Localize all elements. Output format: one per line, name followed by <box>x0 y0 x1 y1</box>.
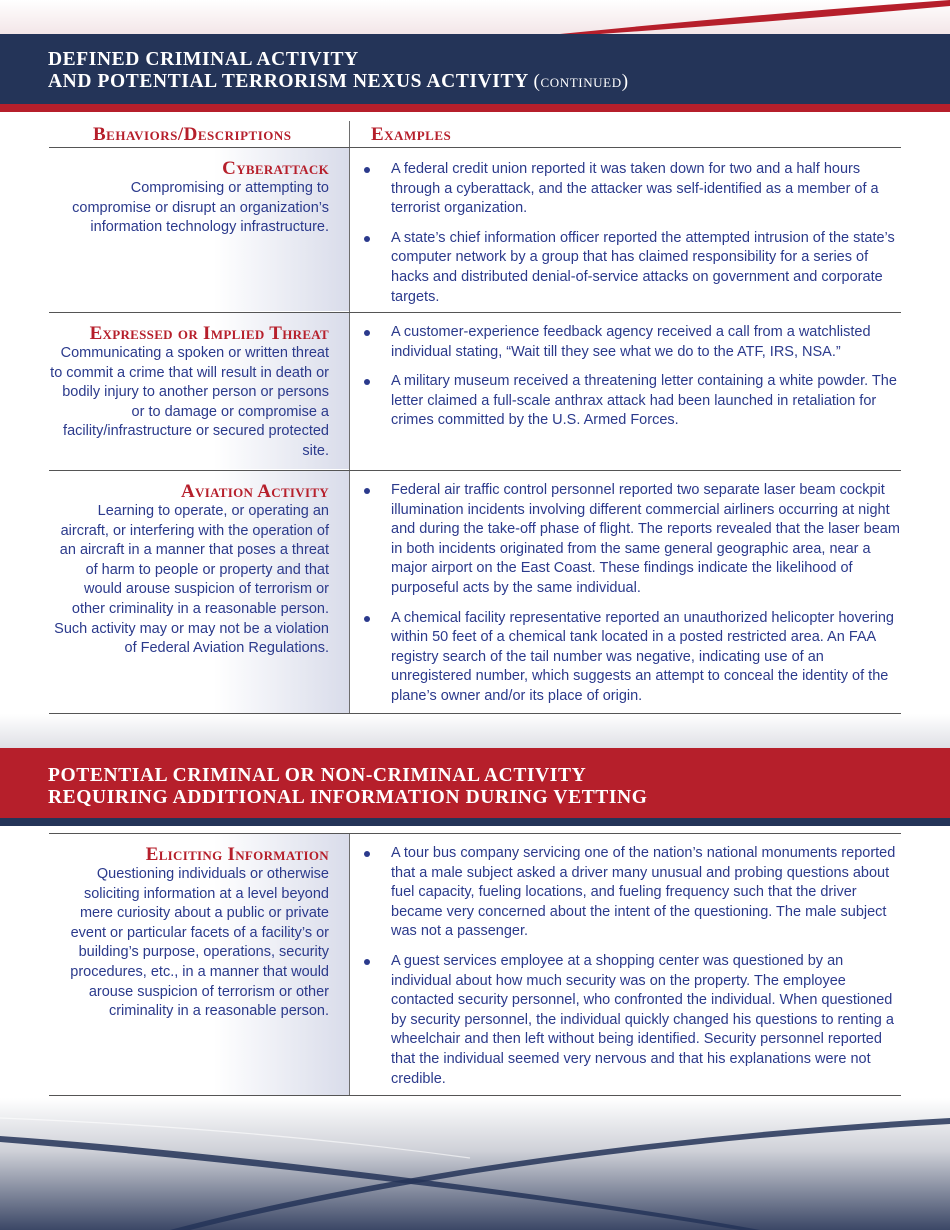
table1-column-divider <box>349 121 350 713</box>
example-text: A military museum received a threatening letter containing a white powder. The letter claimed a full-scale anthrax attack had been launched in retaliation for crimes committed by the U.S. Armed Forces. <box>391 373 897 429</box>
section1-banner-stripe <box>0 104 950 112</box>
example-item <box>362 160 907 219</box>
category-title: Aviation Activity <box>181 481 329 502</box>
example-item <box>362 229 907 307</box>
bullet-icon <box>364 167 370 173</box>
example-text: A customer-experience feedback agency received a call from a watchlisted individual stating, “Wait till they see what we do to the ATF, IRS, NSA.” <box>391 324 871 360</box>
section-separator-band <box>0 714 950 748</box>
example-text: A chemical facility representative reported an unauthorized helicopter hovering within 50 feet of a chemical tank located in a posted restricted area. An FAA registry search of the tail number was negative, indicating use of an unregistered number, which suggests an attempt to conceal the identity of the plane’s owner and/or its place of origin. <box>391 609 894 704</box>
section2-title-line1: POTENTIAL CRIMINAL OR NON-CRIMINAL ACTIVITY <box>48 765 587 786</box>
row-examples-eliciting <box>362 844 907 1099</box>
section1-title-line1: DEFINED CRIMINAL ACTIVITY <box>48 49 359 70</box>
bottom-swoosh-graphic <box>0 1098 950 1230</box>
category-title: Expressed or Implied Threat <box>89 323 329 344</box>
example-item <box>362 323 907 362</box>
row-description-cyberattack <box>49 158 329 238</box>
section2-title-line2: REQUIRING ADDITIONAL INFORMATION DURING VETTING <box>48 787 648 808</box>
row-examples-threat <box>362 323 907 441</box>
section1-title-suffix: (continued) <box>533 71 629 92</box>
example-item <box>362 952 907 1089</box>
bullet-icon <box>364 330 370 336</box>
example-text: A state’s chief information officer reported the attempted intrusion of the state’s computer network by a group that has claimed responsibility for a series of hacks and distributed denial-of-service attacks on government and corporate targets. <box>391 229 895 305</box>
table1-row-rule-2 <box>49 470 901 471</box>
example-text: A tour bus company servicing one of the nation’s national monuments reported that a male subject asked a driver many unusual and probing questions about fuel capacity, fueling locations, and fueling frequency such that the driver became very concerned about the intent of the questioning. The male subject was not a passenger. <box>391 845 896 940</box>
category-title: Eliciting Information <box>145 844 329 865</box>
bullet-icon <box>364 488 370 494</box>
top-decor-band <box>0 0 950 34</box>
bullet-icon <box>364 236 370 242</box>
row-description-eliciting <box>49 844 329 1022</box>
example-item <box>362 844 907 942</box>
category-description: Communicating a spoken or written threat to commit a crime that will result in death or bodily injury to another person or persons or to damage or compromise a facility/infrastructure or secured protected site. <box>50 345 329 459</box>
category-description: Learning to operate, or operating an aircraft, or interfering with the operation of an aircraft in a manner that poses a threat of harm to people or property and that would arouse suspicion of terrorism or other criminality in a reasonable person. Such activity may or may not be a violation of Federal Aviation Regulations. <box>54 503 329 657</box>
bullet-icon <box>364 616 370 622</box>
bullet-icon <box>364 851 370 857</box>
top-swoosh-graphic <box>0 0 950 34</box>
bullet-icon <box>364 379 370 385</box>
example-item <box>362 481 907 599</box>
category-description: Questioning individuals or otherwise soliciting information at a level beyond mere curiosity about a public or private event or particular facets of a facility’s or building’s purpose, operations, security procedures, etc., in a manner that would arouse suspicion of terrorism or other criminality in a reasonable person. <box>70 866 329 1020</box>
example-item <box>362 372 907 431</box>
table1-header-rule <box>49 147 901 148</box>
example-text: A federal credit union reported it was taken down for two and a half hours through a cyberattack, and the attacker was self-identified as a member of a terrorist organization. <box>391 161 879 217</box>
bottom-decor-band <box>0 1098 950 1230</box>
example-item <box>362 609 907 707</box>
row-description-threat <box>49 323 329 462</box>
bullet-icon <box>364 959 370 965</box>
column-header-examples: Examples <box>371 124 452 145</box>
row-description-aviation <box>49 481 329 659</box>
column-header-behaviors: Behaviors/Descriptions <box>93 124 292 145</box>
section2-banner-stripe <box>0 818 950 826</box>
section1-title-line2-text: AND POTENTIAL TERRORISM NEXUS ACTIVITY <box>48 71 529 92</box>
table2-column-divider <box>349 834 350 1095</box>
row-examples-aviation <box>362 481 907 717</box>
example-text: A guest services employee at a shopping center was questioned by an individual about how much security was on the property. The employee contacted security personnel, who confronted the individual. When questioned by security personnel, the individual quickly changed his questions to renting a wheelchair and then left without being identified. Security personnel reported that the individual seemed very nervous and that his explanations were not credible. <box>391 952 894 1087</box>
category-title: Cyberattack <box>222 158 329 179</box>
category-description: Compromising or attempting to compromise or disrupt an organization’s information technology infrastructure. <box>72 180 329 236</box>
example-text: Federal air traffic control personnel reported two separate laser beam cockpit illumination incidents involving different commercial airliners occurring at night and during the take-off phase of flight. The reports revealed that the laser beam in both incidents originated from the same general geographic area, near a major airport on the East Coast. These findings indicate the likelihood of purposeful acts by the same individual. <box>391 482 900 596</box>
table2-top-rule <box>49 833 901 834</box>
row-examples-cyberattack <box>362 160 907 317</box>
section1-title-line2 <box>48 71 629 93</box>
